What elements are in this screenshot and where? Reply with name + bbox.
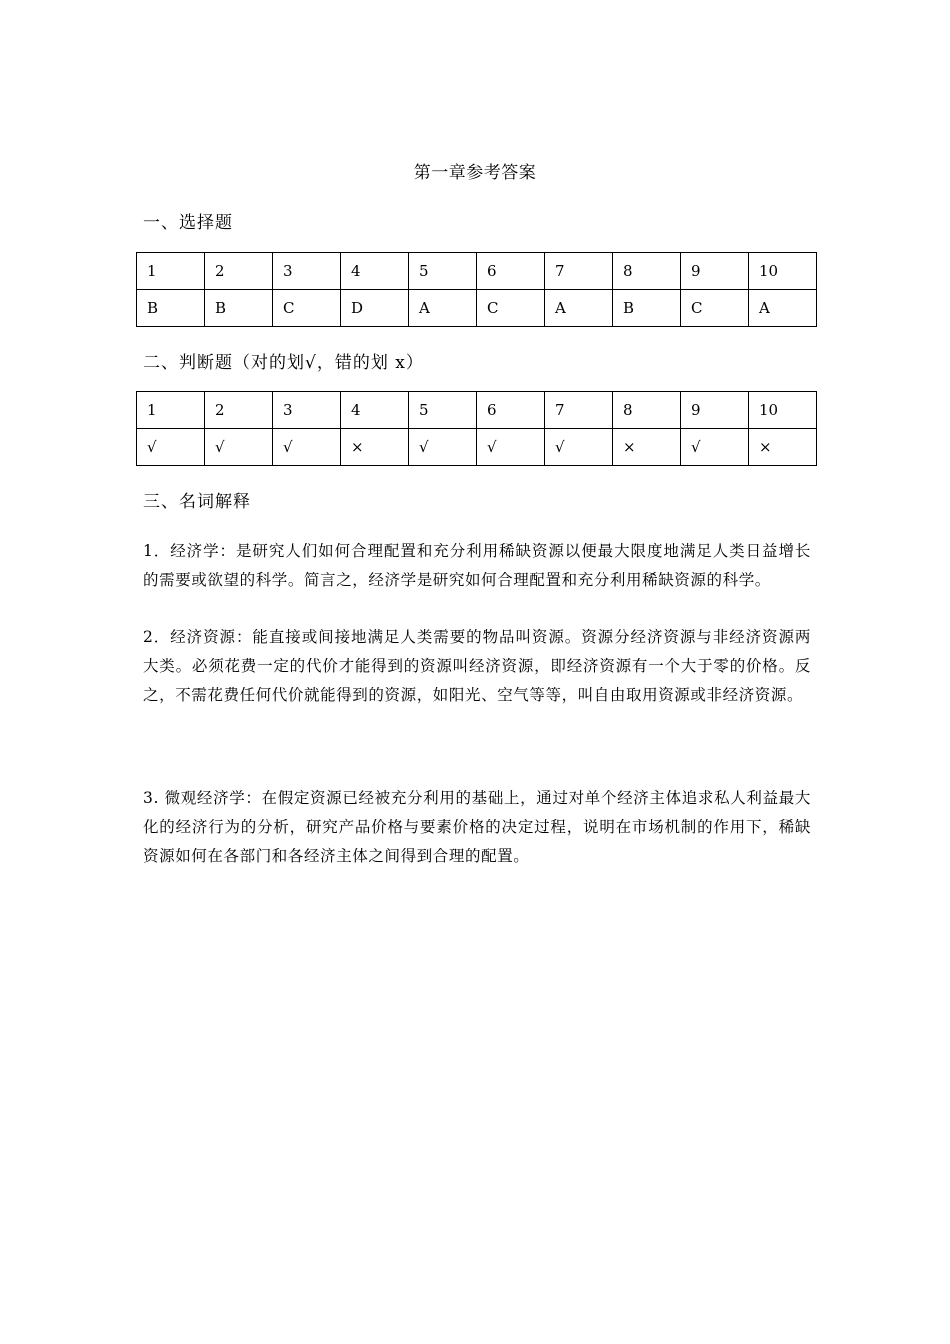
question-number: 8 <box>613 392 681 429</box>
answer-cell: D <box>341 290 409 327</box>
question-number: 1 <box>137 253 205 290</box>
question-number: 1 <box>137 392 205 429</box>
section-choice-heading: 一、选择题 <box>143 213 233 233</box>
question-number: 4 <box>341 253 409 290</box>
answer-cell: A <box>409 290 477 327</box>
table-row <box>137 253 817 290</box>
table-row <box>137 290 817 327</box>
answer-cell: C <box>477 290 545 327</box>
question-number: 8 <box>613 253 681 290</box>
page-title: 第一章参考答案 <box>413 163 537 183</box>
answer-cell: A <box>749 290 817 327</box>
answer-cell: B <box>137 290 205 327</box>
question-number: 9 <box>681 392 749 429</box>
question-number: 7 <box>545 253 613 290</box>
question-number: 6 <box>477 253 545 290</box>
question-number: 5 <box>409 253 477 290</box>
question-number: 7 <box>545 392 613 429</box>
term-definition-economics: 1．经济学：是研究人们如何合理配置和充分利用稀缺资源以便最大限度地满足人类日益增长的需要或欲望的科学。简言之，经济学是研究如何合理配置和充分利用稀缺资源的科学。 <box>143 542 811 589</box>
question-number: 3 <box>273 253 341 290</box>
answer-cell: √ <box>409 429 477 466</box>
answer-cell: C <box>681 290 749 327</box>
judgment-answer-table <box>136 391 817 466</box>
question-number: 4 <box>341 392 409 429</box>
question-number: 10 <box>749 392 817 429</box>
term-definition-economic-resources: 2．经济资源：能直接或间接地满足人类需要的物品叫资源。资源分经济资源与非经济资源两大类。必须花费一定的代价才能得到的资源叫经济资源，即经济资源有一个大于零的价格。反之，不需花费任何代价就能得到的资源，如阳光、空气等等，叫自由取用资源或非经济资源。 <box>143 628 811 704</box>
question-number: 5 <box>409 392 477 429</box>
answer-cell: A <box>545 290 613 327</box>
table-row <box>137 429 817 466</box>
answer-cell: √ <box>681 429 749 466</box>
answer-cell: C <box>273 290 341 327</box>
choice-answer-table <box>136 252 817 327</box>
question-number: 3 <box>273 392 341 429</box>
term-definition-microeconomics: 3. 微观经济学：在假定资源已经被充分利用的基础上，通过对单个经济主体追求私人利益最大化的经济行为的分析，研究产品价格与要素价格的决定过程，说明在市场机制的作用下，稀缺资源如何在各部门和各经济主体之间得到合理的配置。 <box>143 789 811 865</box>
answer-cell: × <box>341 429 409 466</box>
question-number: 10 <box>749 253 817 290</box>
section-terms-heading: 三、名词解释 <box>143 492 251 512</box>
section-judgment-heading: 二、判断题（对的划√，错的划 x） <box>143 353 424 373</box>
answer-cell: √ <box>477 429 545 466</box>
answer-cell: √ <box>205 429 273 466</box>
answer-cell: × <box>749 429 817 466</box>
answer-cell: √ <box>545 429 613 466</box>
answer-cell: B <box>613 290 681 327</box>
question-number: 6 <box>477 392 545 429</box>
question-number: 2 <box>205 253 273 290</box>
answer-cell: √ <box>137 429 205 466</box>
table-row <box>137 392 817 429</box>
answer-cell: × <box>613 429 681 466</box>
question-number: 9 <box>681 253 749 290</box>
question-number: 2 <box>205 392 273 429</box>
answer-cell: √ <box>273 429 341 466</box>
answer-cell: B <box>205 290 273 327</box>
